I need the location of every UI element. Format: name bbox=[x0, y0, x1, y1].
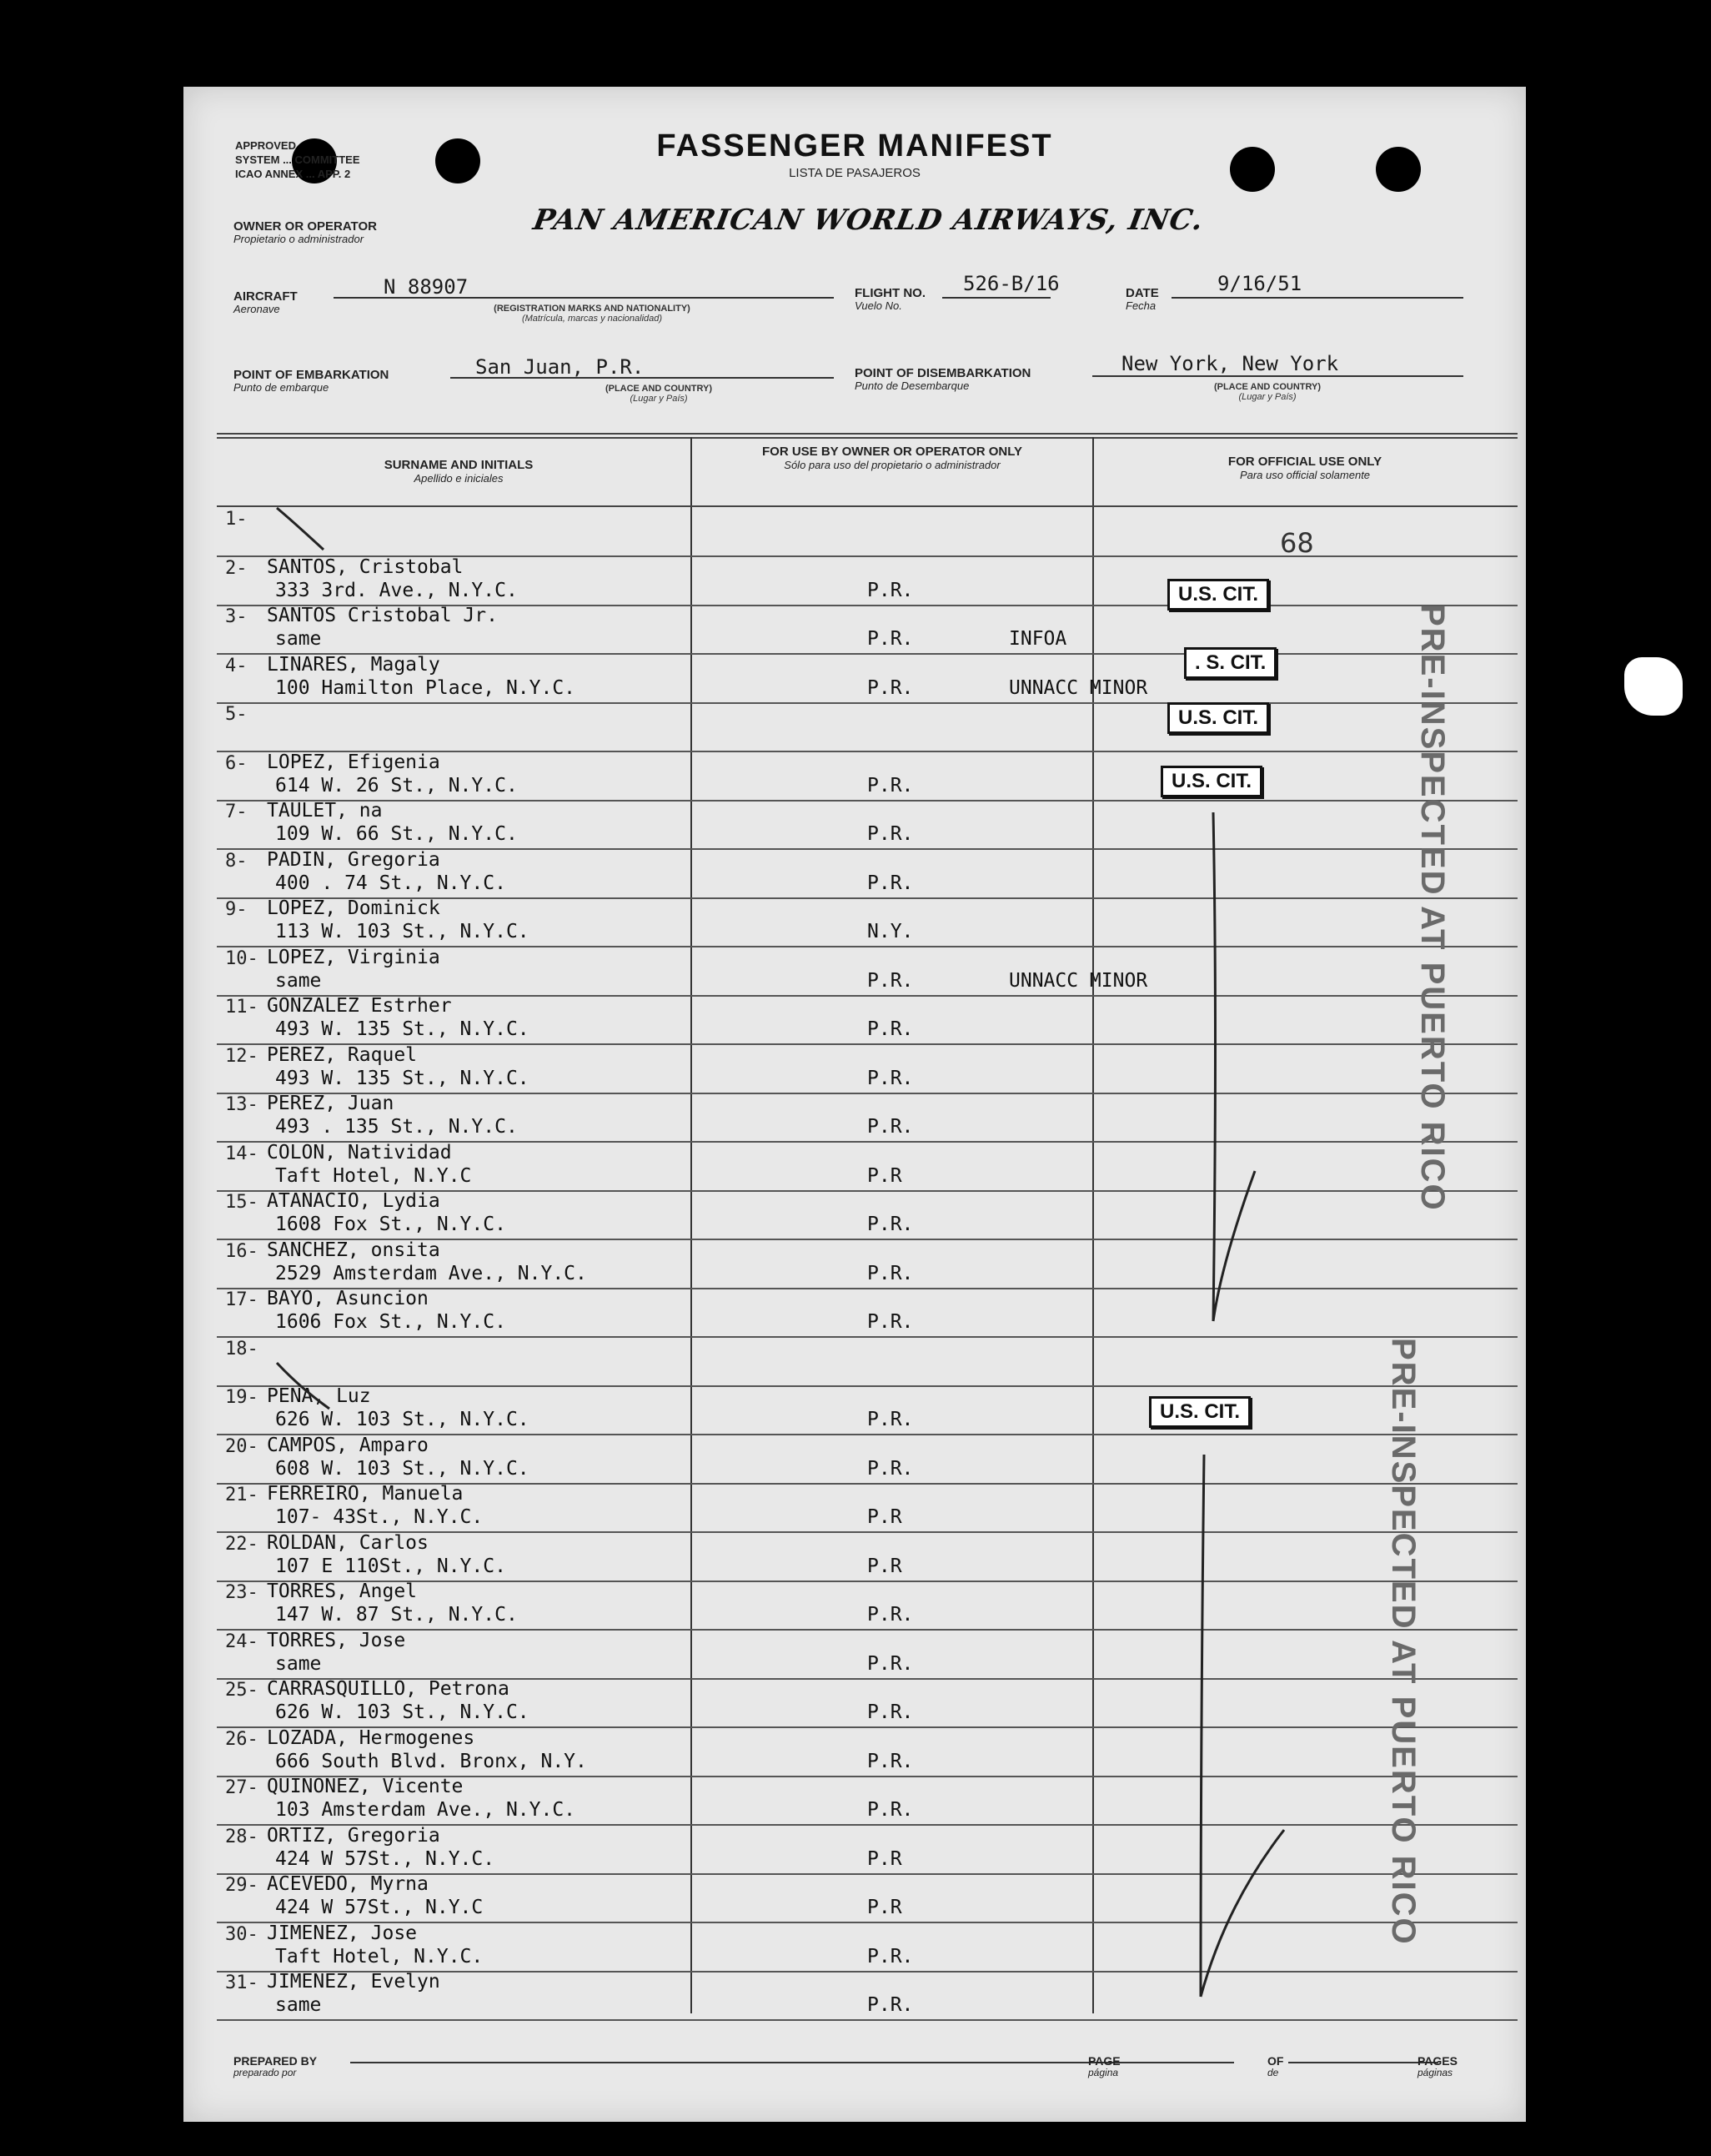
passenger-address: 626 W. 103 St., N.Y.C. bbox=[275, 1701, 529, 1723]
passenger-name: CAMPOS, Amparo bbox=[267, 1434, 429, 1456]
row-number: 18- bbox=[225, 1338, 258, 1359]
surname-column-header: SURNAME AND INITIALS Apellido e iniciales bbox=[384, 458, 534, 485]
passenger-name: QUINONEZ, Vicente bbox=[267, 1776, 464, 1797]
origin-code: P.R. bbox=[867, 676, 914, 699]
row-number: 7- bbox=[225, 802, 248, 822]
origin-code: P.R. bbox=[867, 1214, 914, 1235]
row-number: 29- bbox=[225, 1875, 258, 1896]
passenger-name: CARRASQUILLO, Petrona bbox=[267, 1678, 509, 1700]
origin-code: P.R. bbox=[867, 1604, 914, 1626]
row-number: 19- bbox=[225, 1387, 258, 1408]
passenger-address: 107- 43St., N.Y.C. bbox=[275, 1506, 484, 1528]
row-number: 25- bbox=[225, 1680, 258, 1701]
passenger-name: SANTOS, Cristobal bbox=[267, 555, 464, 578]
us-cit-stamp: U.S. CIT. bbox=[1167, 702, 1269, 734]
passenger-name: FERREIRO, Manuela bbox=[267, 1483, 464, 1505]
passenger-name: LOZADA, Hermogenes bbox=[267, 1726, 475, 1749]
disembark-place-note: (PLACE AND COUNTRY) (Lugar y País) bbox=[1213, 382, 1322, 402]
airline-name: PAN AMERICAN WORLD AIRWAYS, INC. bbox=[530, 204, 1207, 237]
passenger-name: ATANACIO, Lydia bbox=[267, 1190, 440, 1212]
row-number: 12- bbox=[225, 1045, 258, 1067]
origin-code: P.R. bbox=[867, 1701, 914, 1723]
passenger-address: Taft Hotel, N.Y.C. bbox=[275, 1945, 484, 1968]
origin-code: P.R. bbox=[867, 774, 914, 797]
passenger-address: 2529 Amsterdam Ave., N.Y.C. bbox=[275, 1262, 587, 1284]
official-use-column-header: FOR OFFICIAL USE ONLY Para uso official solamente bbox=[1227, 455, 1382, 481]
passenger-note: UNNACC MINOR bbox=[1009, 676, 1148, 699]
row-number: 1- bbox=[225, 509, 248, 530]
origin-code: P.R. bbox=[867, 1994, 914, 2016]
passenger-address: 400 . 74 St., N.Y.C. bbox=[275, 872, 506, 894]
passenger-name: GONZALEZ Estrher bbox=[267, 995, 452, 1017]
flight-value: 526-B/16 bbox=[963, 272, 1060, 295]
us-cit-stamp: U.S. CIT. bbox=[1161, 766, 1262, 797]
passenger-name: LOPEZ, Efigenia bbox=[267, 751, 440, 773]
origin-code: P.R. bbox=[867, 1652, 914, 1675]
passenger-address: 493 . 135 St., N.Y.C. bbox=[275, 1116, 518, 1138]
row-number: 11- bbox=[225, 997, 258, 1018]
passenger-address: 1606 Fox St., N.Y.C. bbox=[275, 1311, 506, 1333]
prepared-by-label: PREPARED BY preparado por bbox=[233, 2054, 318, 2078]
origin-code: P.R. bbox=[867, 628, 914, 650]
passenger-name: PEREZ, Raquel bbox=[267, 1043, 418, 1066]
manifest-title: FASSENGER MANIFEST bbox=[656, 128, 1053, 163]
passenger-name: LINARES, Magaly bbox=[267, 653, 440, 676]
manifest-page bbox=[183, 87, 1526, 2122]
row-number: 13- bbox=[225, 1094, 258, 1115]
passenger-address: 608 W. 103 St., N.Y.C. bbox=[275, 1457, 529, 1480]
pages-label: PAGES páginas bbox=[1417, 2054, 1458, 2078]
origin-code: P.R bbox=[867, 1555, 902, 1577]
row-number: 17- bbox=[225, 1289, 258, 1310]
row-number: 5- bbox=[225, 704, 248, 725]
origin-code: P.R. bbox=[867, 872, 914, 894]
origin-code: P.R bbox=[867, 1847, 902, 1870]
passenger-address: Taft Hotel, N.Y.C bbox=[275, 1164, 472, 1187]
origin-code: P.R bbox=[867, 1897, 902, 1918]
passenger-address: 666 South Blvd. Bronx, N.Y. bbox=[275, 1750, 587, 1772]
tape-mark bbox=[1624, 657, 1683, 716]
passenger-name: PEREZ, Juan bbox=[267, 1093, 394, 1114]
disembark-value: New York, New York bbox=[1121, 352, 1339, 375]
us-cit-stamp: U.S. CIT. bbox=[1149, 1396, 1251, 1428]
aircraft-label: AIRCRAFT Aeronave bbox=[233, 289, 298, 315]
pre-inspected-stamp: PRE-INSPECTED AT PUERTO RICO bbox=[1414, 604, 1451, 1212]
passenger-name: BAYO, Asuncion bbox=[267, 1288, 429, 1309]
row-number: 10- bbox=[225, 947, 258, 969]
date-value: 9/16/51 bbox=[1217, 272, 1302, 295]
row-number: 3- bbox=[225, 606, 248, 627]
row-number: 22- bbox=[225, 1533, 258, 1555]
row-number: 16- bbox=[225, 1240, 258, 1262]
row-number: 24- bbox=[225, 1631, 258, 1652]
origin-code: P.R. bbox=[867, 579, 914, 601]
row-number: 9- bbox=[225, 899, 248, 920]
pre-inspected-stamp: PRE-INSPECTED AT PUERTO RICO bbox=[1385, 1338, 1422, 1946]
passenger-name: JIMENEZ, Jose bbox=[267, 1922, 418, 1944]
passenger-address: same bbox=[275, 628, 322, 650]
origin-code: P.R. bbox=[867, 1311, 914, 1333]
passenger-address: 109 W. 66 St., N.Y.C. bbox=[275, 823, 518, 845]
passenger-name: TORRES, Angel bbox=[267, 1581, 418, 1602]
embark-label: POINT OF EMBARKATION Punto de embarque bbox=[233, 368, 389, 394]
aircraft-value: N 88907 bbox=[384, 275, 469, 299]
origin-code: P.R. bbox=[867, 1262, 914, 1284]
row-number: 26- bbox=[225, 1728, 258, 1750]
passenger-address: 333 3rd. Ave., N.Y.C. bbox=[275, 579, 518, 601]
manifest-title-es: LISTA DE PASAJEROS bbox=[789, 166, 921, 180]
row-number: 21- bbox=[225, 1485, 258, 1505]
origin-code: P.R bbox=[867, 1506, 902, 1528]
passenger-address: 424 W 57St., N.Y.C bbox=[275, 1897, 484, 1918]
passenger-address: 493 W. 135 St., N.Y.C. bbox=[275, 1067, 529, 1089]
passenger-address: 1608 Fox St., N.Y.C. bbox=[275, 1214, 506, 1235]
row-number: 8- bbox=[225, 850, 248, 872]
passenger-name: LOPEZ, Dominick bbox=[267, 897, 440, 919]
origin-code: P.R. bbox=[867, 1945, 914, 1968]
page-label: PAGE página bbox=[1088, 2054, 1121, 2078]
passenger-name: ROLDAN, Carlos bbox=[267, 1531, 429, 1554]
origin-code: P.R. bbox=[867, 1409, 914, 1430]
us-cit-stamp: . S. CIT. bbox=[1184, 647, 1277, 679]
flight-label: FLIGHT NO. Vuelo No. bbox=[855, 286, 926, 312]
passenger-address: 100 Hamilton Place, N.Y.C. bbox=[275, 676, 576, 699]
row-number: 28- bbox=[225, 1826, 258, 1847]
passenger-address: 113 W. 103 St., N.Y.C. bbox=[275, 921, 529, 942]
passenger-name: PADIN, Gregoria bbox=[267, 848, 440, 871]
embark-place-note: (PLACE AND COUNTRY) (Lugar y País) bbox=[605, 384, 713, 404]
passenger-name: PENA, Luz bbox=[267, 1385, 371, 1407]
passenger-note: INFOA bbox=[1009, 628, 1067, 650]
passenger-name: SANCHEZ, onsita bbox=[267, 1239, 440, 1261]
passenger-name: TAULET, na bbox=[267, 800, 383, 822]
passenger-note: UNNACC MINOR bbox=[1009, 969, 1148, 992]
of-label: OF de bbox=[1267, 2054, 1284, 2078]
passenger-address: same bbox=[275, 1994, 322, 2016]
date-label: DATE Fecha bbox=[1126, 286, 1159, 312]
row-number: 31- bbox=[225, 1973, 258, 1993]
owner-use-column-header: FOR USE BY OWNER OR OPERATOR ONLY Sólo para uso del propietario o administrador bbox=[762, 445, 1022, 471]
embark-value: San Juan, P.R. bbox=[475, 355, 645, 379]
passenger-name: LOPEZ, Virginia bbox=[267, 946, 440, 968]
passenger-name: TORRES, Jose bbox=[267, 1629, 406, 1651]
passenger-address: 493 W. 135 St., N.Y.C. bbox=[275, 1018, 529, 1040]
passenger-address: 424 W 57St., N.Y.C. bbox=[275, 1847, 495, 1870]
passenger-name: ACEVEDO, Myrna bbox=[267, 1873, 429, 1895]
passenger-address: 147 W. 87 St., N.Y.C. bbox=[275, 1604, 518, 1626]
origin-code: P.R. bbox=[867, 1457, 914, 1480]
handwritten-number: 68 bbox=[1280, 527, 1314, 559]
passenger-name: ORTIZ, Gregoria bbox=[267, 1824, 440, 1847]
registration-note: (REGISTRATION MARKS AND NATIONALITY) (Matrícula, marcas y nacionalidad) bbox=[494, 304, 690, 324]
origin-code: P.R. bbox=[867, 823, 914, 845]
owner-label: OWNER OR OPERATOR Propietario o administrador bbox=[233, 219, 377, 245]
origin-code: P.R. bbox=[867, 1067, 914, 1089]
row-number: 15- bbox=[225, 1192, 258, 1213]
row-number: 2- bbox=[225, 557, 248, 579]
row-number: 20- bbox=[225, 1435, 258, 1457]
origin-code: P.R. bbox=[867, 1018, 914, 1040]
passenger-name: JIMENEZ, Evelyn bbox=[267, 1971, 440, 1993]
row-number: 6- bbox=[225, 752, 248, 774]
passenger-address: same bbox=[275, 1652, 322, 1675]
passenger-address: same bbox=[275, 969, 322, 992]
origin-code: P.R. bbox=[867, 969, 914, 992]
row-number: 14- bbox=[225, 1143, 258, 1164]
origin-code: N.Y. bbox=[867, 921, 914, 942]
origin-code: P.R bbox=[867, 1164, 902, 1187]
row-number: 4- bbox=[225, 655, 248, 676]
origin-code: P.R. bbox=[867, 1799, 914, 1821]
approval-note: APPROVED SYSTEM ... COMMITTEE ICAO ANNEX ... APP. 2 bbox=[235, 139, 360, 180]
handwritten-marks bbox=[183, 87, 1526, 2122]
disembark-label: POINT OF DISEMBARKATION Punto de Desembarque bbox=[855, 366, 1031, 392]
passenger-name: SANTOS Cristobal Jr. bbox=[267, 605, 498, 626]
passenger-address: 626 W. 103 St., N.Y.C. bbox=[275, 1409, 529, 1430]
origin-code: P.R. bbox=[867, 1116, 914, 1138]
origin-code: P.R. bbox=[867, 1750, 914, 1772]
passenger-address: 103 Amsterdam Ave., N.Y.C. bbox=[275, 1799, 576, 1821]
passenger-address: 107 E 110St., N.Y.C. bbox=[275, 1555, 506, 1577]
row-number: 27- bbox=[225, 1777, 258, 1798]
passenger-name: COLON, Natividad bbox=[267, 1141, 452, 1163]
row-number: 23- bbox=[225, 1582, 258, 1603]
row-number: 30- bbox=[225, 1923, 258, 1945]
us-cit-stamp: U.S. CIT. bbox=[1167, 579, 1269, 611]
passenger-address: 614 W. 26 St., N.Y.C. bbox=[275, 774, 518, 797]
